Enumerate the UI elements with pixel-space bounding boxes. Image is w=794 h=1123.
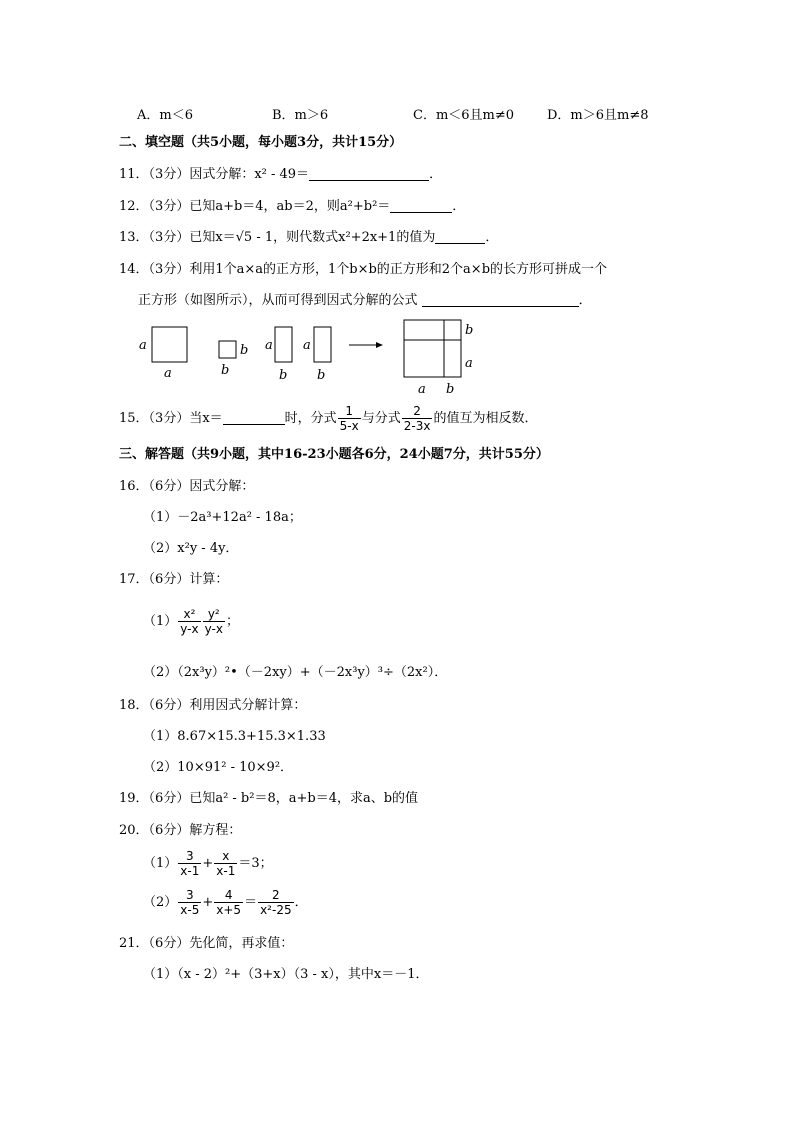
question-14-line2: 正方形（如图所示），从而可得到因式分解的公式 ． (138, 293, 592, 308)
q16-title: 16．（6分）因式分解： (119, 479, 255, 494)
question-14-line1: 14．（3分）利用1个a×a的正方形，1个b×b的正方形和2个a×b的长方形可拼成一个 (119, 262, 608, 277)
big-square (404, 320, 461, 377)
q20-part2 (143, 887, 308, 919)
q17-f1-num: x² (183, 607, 196, 621)
q20-p1-f1-den: x-1 (180, 864, 200, 878)
q21-title: 21．（6分）先化简，再求值： (119, 936, 294, 951)
q20-p2-f3-num: 2 (272, 888, 280, 902)
option-d: D．m＞6且m≠8 (547, 108, 649, 123)
answer-blank-12 (390, 198, 452, 213)
label-rect2-b: b (317, 368, 326, 383)
q20-p1-fraction-2 (214, 849, 237, 878)
q20-p2-f2-num: 4 (224, 888, 233, 902)
square-a (152, 327, 187, 362)
q17-fraction-2 (203, 607, 225, 636)
q18-part1: （1）8.67×15.3+15.3×1.33 (143, 729, 326, 744)
q17-f2-den: y-x (204, 622, 223, 636)
question-15 (119, 404, 537, 434)
section2-title: 二、填空题（共5小题，每小题3分，共计15分） (119, 135, 403, 150)
q17-p1-label: （1） (143, 614, 178, 629)
q20-p2-f1-den: x-5 (180, 903, 200, 917)
q20-p1-fraction-1 (178, 849, 201, 878)
q20-p1-plus: + (202, 856, 214, 871)
q15-f2-den: 2-3x (403, 419, 431, 433)
q20-p2-f3-den: x²-25 (260, 903, 292, 917)
q20-p2-fraction-3 (258, 888, 294, 917)
q20-part1 (143, 848, 273, 880)
question-13-text: 13．（3分）已知x＝√5 - 1，则代数式x²+2x+1的值为 (119, 230, 436, 245)
q20-p2-f2-den: x+5 (216, 903, 242, 917)
answer-blank-11 (309, 166, 429, 181)
question-12-text: 12．（3分）已知a+b＝4，ab＝2，则a²+b²＝ (119, 199, 391, 214)
question-11-text: 11．（3分）因式分解：x² - 49＝ (119, 167, 310, 182)
q20-p2-fraction-2 (214, 888, 243, 917)
q20-p2-end: ． (294, 895, 308, 910)
rect-ab-2 (314, 327, 331, 362)
q20-p1-end: ＝3； (238, 856, 273, 871)
answer-blank-14 (422, 292, 579, 307)
q15-fraction-2 (402, 404, 433, 433)
rect-ab-1 (275, 327, 292, 362)
q17-p1-end: ； (225, 614, 239, 629)
q15-f1-den: 5-x (339, 419, 359, 433)
label-a-bottom: a (164, 366, 172, 381)
q18-title: 18．（6分）利用因式分解计算： (119, 698, 307, 713)
answer-blank-13 (435, 229, 485, 244)
q15-mid1: 时，分式 (284, 411, 337, 426)
question-11: 11．（3分）因式分解：x² - 49＝ ． (119, 167, 443, 182)
option-b: B．m＞6 (272, 108, 329, 123)
q17-f2-num: y² (207, 607, 220, 621)
square-figure (0, 312, 794, 402)
q20-p2-eq: ＝ (244, 895, 258, 910)
q17-part1 (143, 606, 239, 638)
answer-blank-15 (223, 410, 285, 425)
section3-title: 三、解答题（共9小题，其中16-23小题各6分，24小题7分，共计55分） (119, 447, 549, 462)
q15-mid2: 与分式 (361, 411, 401, 426)
q18-part2: （2）10×91² - 10×9²． (143, 760, 294, 775)
option-a: A．m＜6 (137, 108, 193, 123)
q15-fraction-1 (338, 404, 361, 433)
question-19: 19．（6分）已知a² - b²＝8，a+b＝4，求a、b的值 (119, 791, 419, 806)
question-14-line2-text: 正方形（如图所示），从而可得到因式分解的公式 (138, 293, 418, 308)
label-a-left: a (139, 338, 147, 353)
q16-part2: （2）x²y - 4y． (143, 541, 239, 556)
q16-part1: （1）－2a³+12a² - 18a； (143, 510, 302, 525)
square-b (219, 341, 236, 358)
label-big-a-bottom: a (418, 382, 426, 397)
q20-p2-f1-num: 3 (186, 888, 194, 902)
q21-part1: （1）（x - 2）²+（3+x）（3 - x），其中x＝－1． (143, 967, 429, 982)
q20-p2-plus: + (202, 895, 214, 910)
q20-p1-f1-num: 3 (186, 849, 194, 863)
question-12: 12．（3分）已知a+b＝4，ab＝2，则a²+b²＝ ． (119, 199, 466, 214)
label-rect1-a: a (265, 338, 273, 353)
label-rect2-a: a (303, 338, 311, 353)
q17-f1-den: y-x (180, 622, 199, 636)
q17-fraction-1 (178, 607, 200, 636)
q20-p2-label: （2） (143, 895, 178, 910)
label-big-b-bottom: b (446, 382, 455, 397)
q15-f1-num: 1 (345, 404, 354, 418)
q20-p1-f2-num: x (222, 849, 230, 863)
q15-prefix: 15．（3分）当x＝ (119, 411, 223, 426)
q20-p2-fraction-1 (178, 888, 201, 917)
q17-part2: （2）（2x³y）²•（－2xy）+（－2x³y）³÷（2x²）． (143, 665, 448, 680)
label-rect1-b: b (279, 368, 288, 383)
q20-p1-f2-den: x-1 (216, 864, 236, 878)
label-b-bottom: b (221, 363, 230, 378)
label-big-a-right: a (465, 356, 473, 371)
label-b-right: b (240, 343, 249, 358)
q15-f2-num: 2 (413, 404, 421, 418)
arrow-head (376, 342, 383, 348)
option-c: C．m＜6且m≠0 (413, 108, 515, 123)
q20-title: 20．（6分）解方程： (119, 823, 242, 838)
label-big-b-right: b (465, 323, 474, 338)
q17-title: 17．（6分）计算： (119, 572, 229, 587)
q15-suffix: 的值互为相反数． (433, 411, 538, 426)
question-13: 13．（3分）已知x＝√5 - 1，则代数式x²+2x+1的值为 ． (119, 230, 499, 245)
q20-p1-label: （1） (143, 856, 178, 871)
